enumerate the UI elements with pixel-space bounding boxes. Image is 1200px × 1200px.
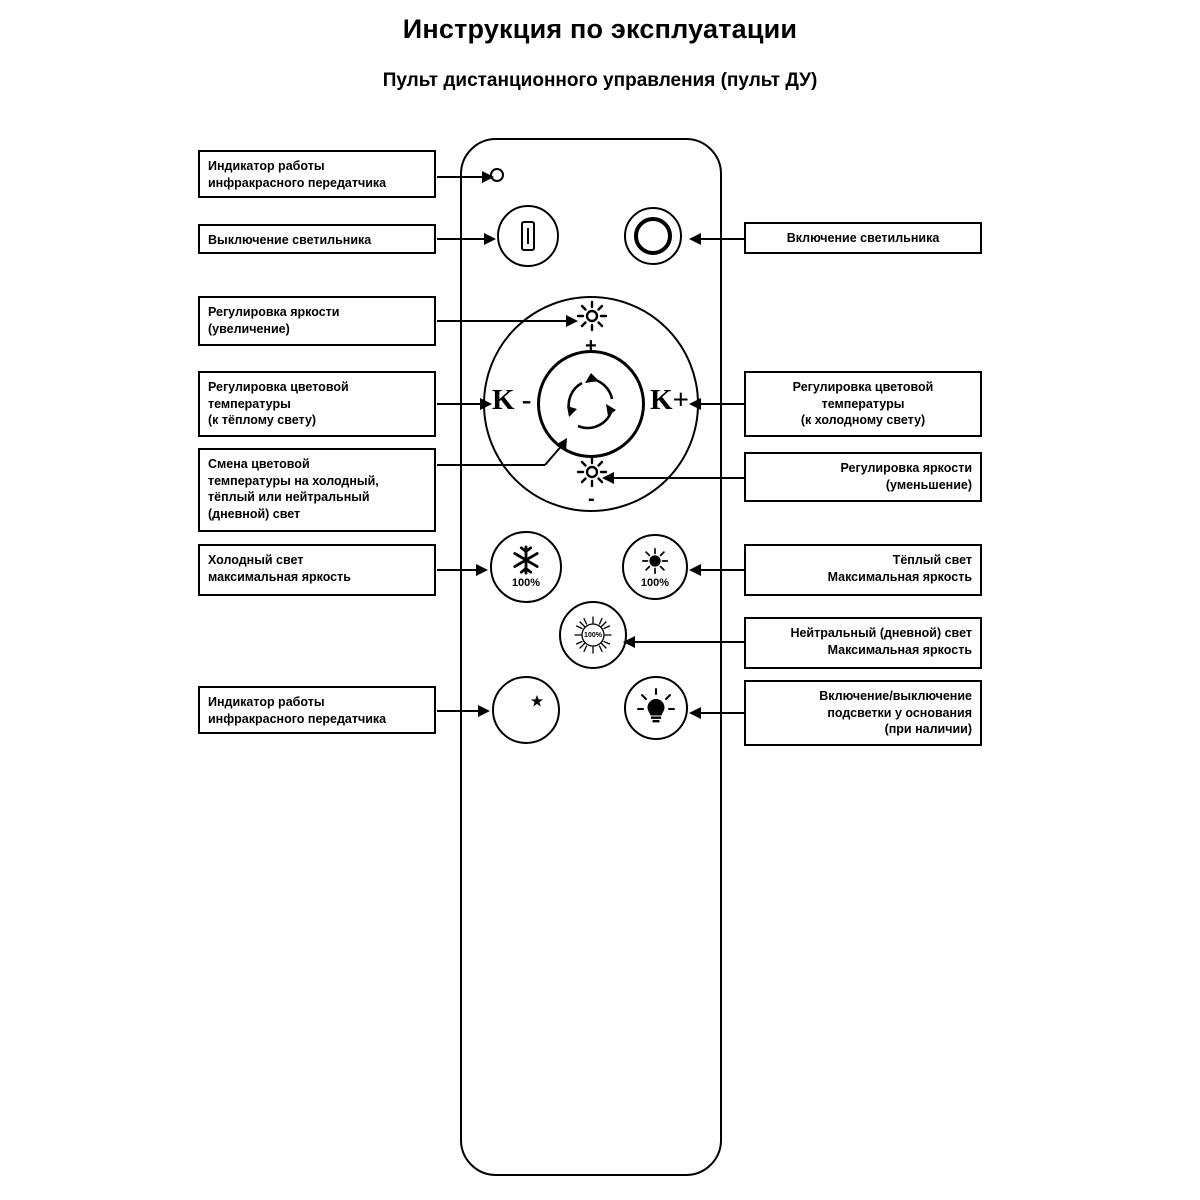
warm-sun-icon [640, 546, 670, 576]
neutral-max-button[interactable] [559, 601, 627, 669]
callout-line: Регулировка яркости [208, 305, 340, 319]
callout-line: температуры [208, 396, 291, 411]
callout-line: (уменьшение) [885, 477, 972, 492]
plus-sign: + [585, 335, 597, 357]
callout-line: (при наличии) [884, 722, 972, 736]
callout-line: Включение светильника [786, 231, 940, 245]
callout-line: Индикатор работы [208, 159, 325, 173]
callout-line: тёплый или нейтральный [208, 490, 370, 504]
callout-cold-max [198, 544, 436, 596]
callout-brightness-down [744, 452, 982, 502]
minus-sign: - [588, 488, 595, 510]
arrow-power-off [437, 238, 485, 240]
callout-color-cycle [198, 448, 436, 532]
bulb-icon [636, 687, 676, 729]
callout-line: температуры на холодный, [208, 473, 379, 488]
callout-neutral-max [744, 617, 982, 669]
cold-max-button[interactable] [490, 531, 562, 603]
arrow-brightness-up [437, 320, 567, 322]
callout-line: Холодный свет [208, 553, 304, 567]
callout-line: Максимальная яркость [827, 642, 972, 657]
arrow-night-mode [437, 710, 479, 712]
callout-warm-max [744, 544, 982, 596]
callout-temp-cold [744, 371, 982, 437]
callout-line: Тёплый свет [892, 553, 972, 567]
arrow-backlight [700, 712, 744, 714]
warm-max-percent: 100% [640, 576, 670, 589]
callout-line: максимальная яркость [208, 569, 351, 584]
callout-night-mode [198, 686, 436, 734]
callout-line: Регулировка яркости [840, 461, 972, 475]
page-title: Инструкция по эксплуатации [402, 14, 798, 44]
power-off-button[interactable] [497, 205, 559, 267]
callout-power-on [744, 222, 982, 254]
page-subtitle: Пульт дистанционного управления (пульт ДУ) [382, 70, 818, 91]
callout-line: (дневной) свет [208, 506, 301, 521]
callout-line: Регулировка цветовой [792, 380, 934, 394]
arrow-brightness-down [613, 477, 744, 479]
backlight-button[interactable] [624, 676, 688, 740]
callout-temp-warm [198, 371, 436, 437]
arrow-neutral-max [634, 641, 744, 643]
callout-brightness-up [198, 296, 436, 346]
warm-max-button[interactable] [622, 534, 688, 600]
k-minus-label[interactable]: K - [492, 384, 532, 416]
arrow-color-cycle-seg1 [437, 464, 545, 466]
arrow-ir-indicator-top [437, 176, 483, 178]
night-mode-button[interactable] [492, 676, 560, 744]
callout-line: температуры [821, 396, 905, 411]
callout-line: Максимальная яркость [827, 569, 972, 584]
moon-star-icon [504, 690, 548, 730]
callout-line: Выключение светильника [208, 233, 372, 247]
callout-line: (к холодному свету) [800, 413, 926, 427]
arrow-temp-warm [437, 403, 481, 405]
callout-backlight [744, 680, 982, 746]
power-off-icon [516, 219, 540, 253]
arrow-temp-cold [700, 403, 744, 405]
brightness-up-sun-icon[interactable] [576, 300, 608, 332]
callout-line: Индикатор работы [208, 695, 325, 709]
cold-max-percent: 100% [511, 577, 541, 589]
neutral-max-percent: 100% [584, 631, 602, 639]
callout-line: Смена цветовой [208, 457, 310, 471]
arrow-color-cycle-head [533, 436, 573, 476]
callout-line: инфракрасного передатчика [208, 711, 387, 726]
callout-line: (увеличение) [208, 321, 290, 336]
power-on-icon [634, 217, 672, 255]
arrow-power-on [700, 238, 744, 240]
k-plus-label[interactable]: K+ [650, 384, 690, 416]
callout-ir-indicator-top [198, 150, 436, 198]
callout-line: Включение/выключение [819, 689, 972, 703]
callout-line: Нейтральный (дневной) свет [790, 626, 972, 640]
callout-line: Регулировка цветовой [208, 380, 349, 394]
callout-power-off [198, 224, 436, 254]
arrow-cold-max [437, 569, 477, 571]
callout-line: подсветки у основания [827, 705, 972, 720]
color-cycle-icon [556, 369, 626, 439]
callout-line: инфракрасного передатчика [208, 175, 387, 190]
snowflake-icon [511, 545, 541, 575]
arrow-warm-max [700, 569, 744, 571]
callout-line: (к тёплому свету) [208, 413, 317, 427]
power-on-button[interactable] [624, 207, 682, 265]
